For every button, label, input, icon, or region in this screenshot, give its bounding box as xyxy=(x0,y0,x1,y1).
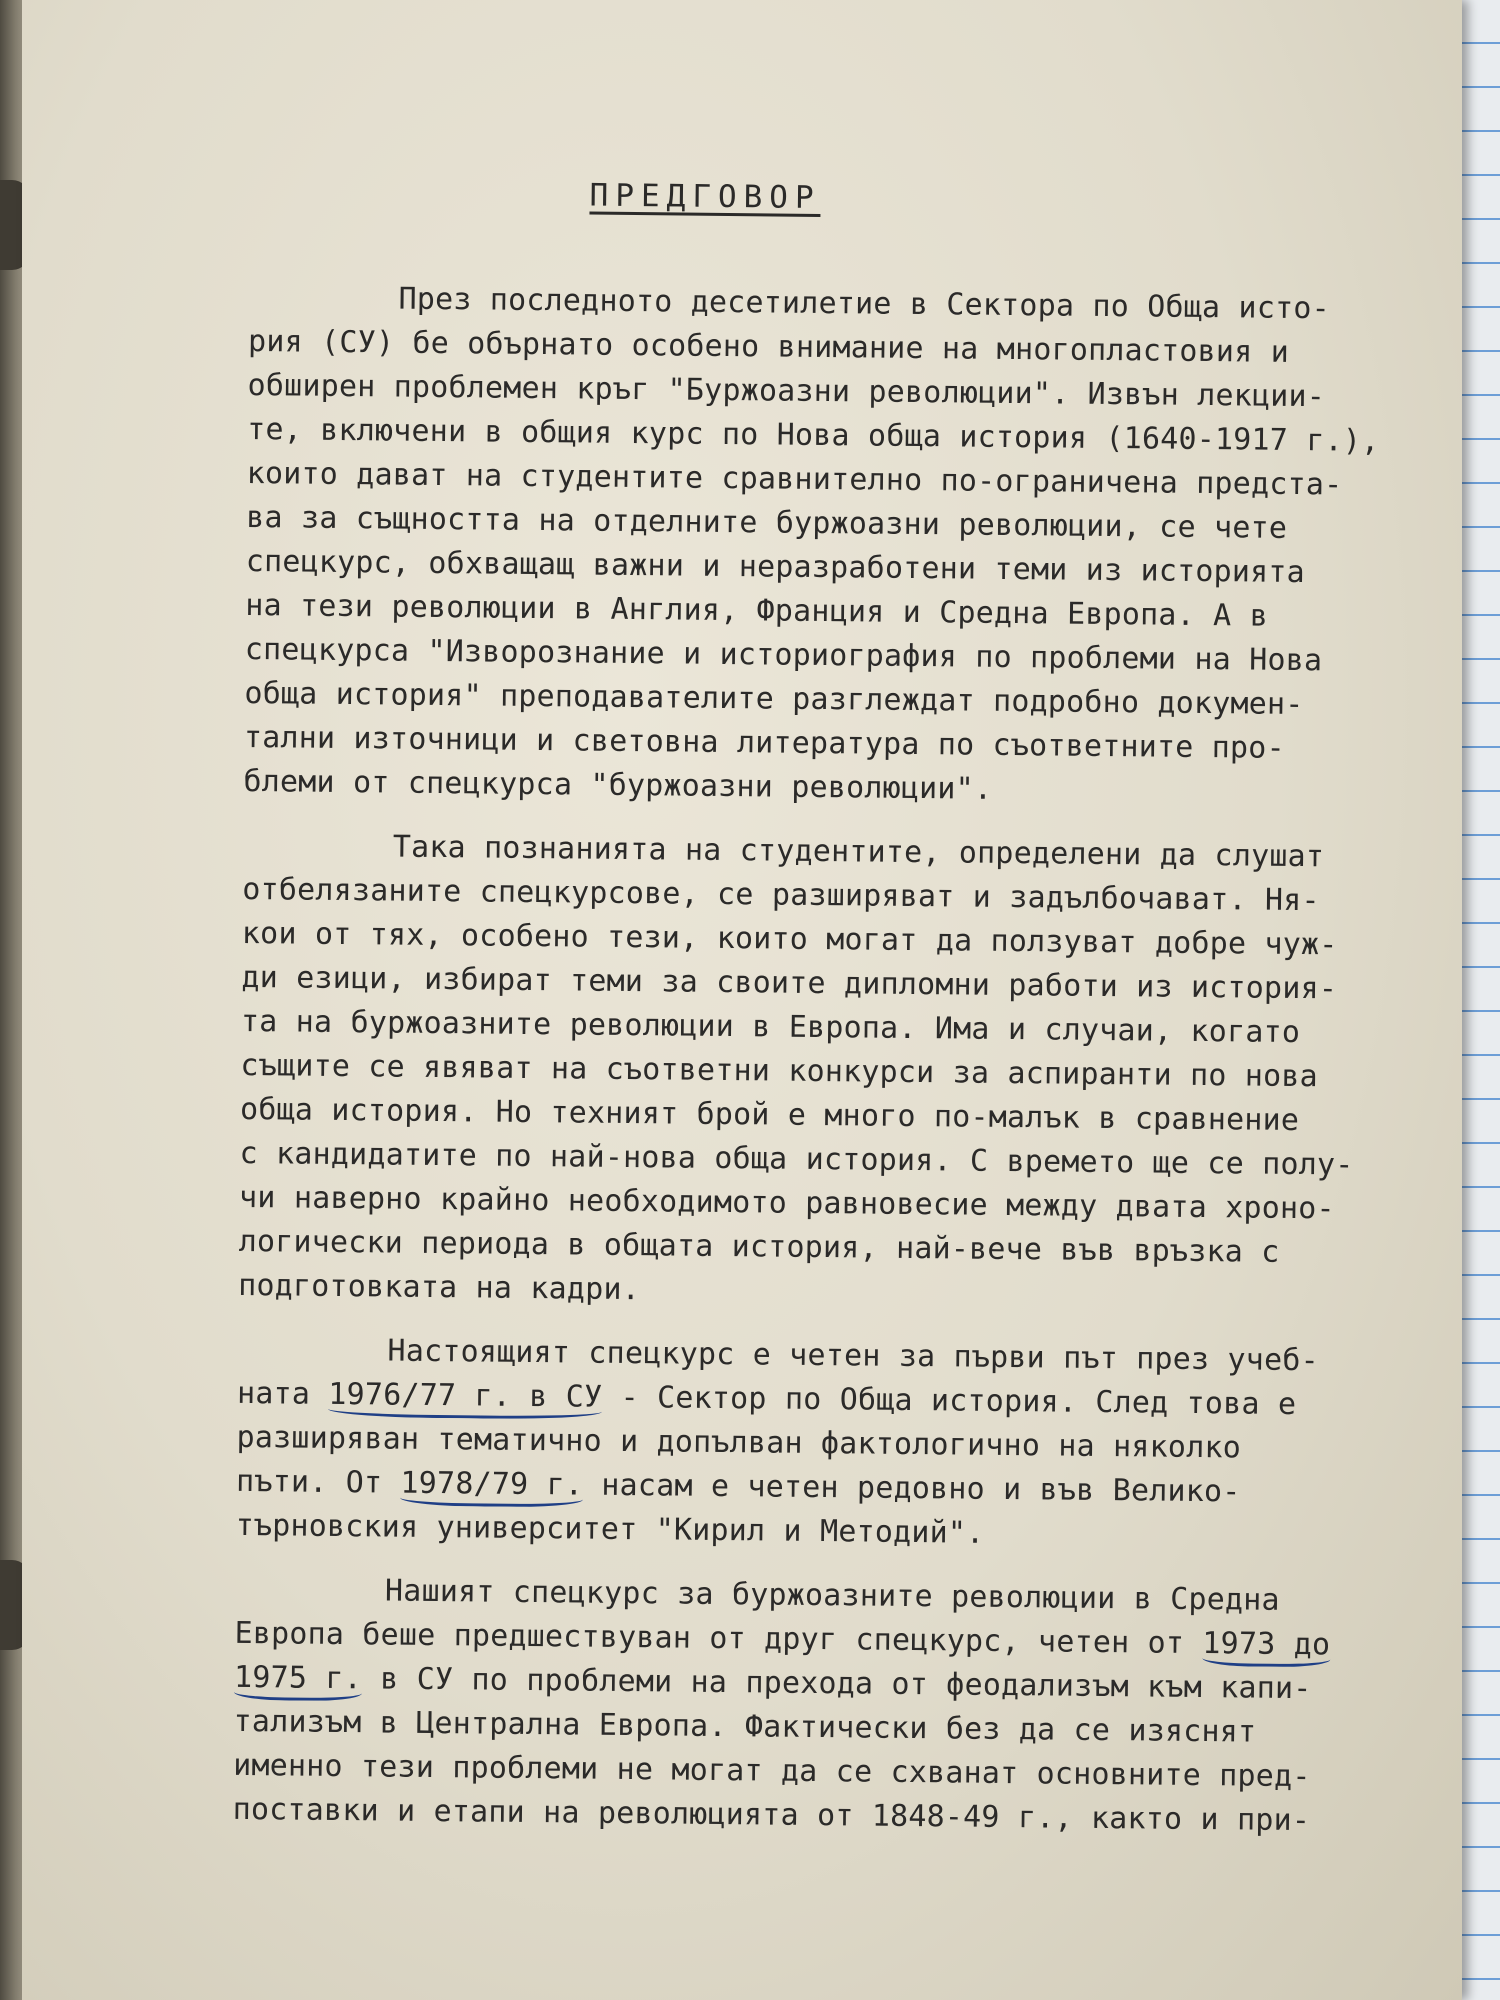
text-line: 1975 г. в СУ по проблеми на прехода от феодализъм към капи- xyxy=(233,1659,1312,1707)
text-line: които дават на студентите сравнително по-ограничена предста- xyxy=(246,455,1343,503)
text-line: тални източници и световна литература по съответните про- xyxy=(243,719,1286,766)
pen-underline: 1976/77 г. в СУ xyxy=(328,1377,602,1420)
text-line: Така познанията на студентите, определени да слушат xyxy=(392,829,1325,875)
pen-underline: 1973 до xyxy=(1202,1626,1330,1667)
text-line: спецкурс, обхващащ важни и неразработени теми из историята xyxy=(245,543,1306,591)
page-title: ПРЕДГОВОР xyxy=(589,177,821,216)
text-line: разширяван тематично и допълван фактологично на няколко xyxy=(236,1419,1242,1466)
text-line: кои от тях, особено тези, които могат да ползуват добре чуж- xyxy=(241,915,1338,963)
pen-underline: 1978/79 г. xyxy=(400,1466,583,1508)
paragraphs xyxy=(232,276,1413,1844)
text-line: та на буржоазните революции в Европа. Има и случаи, когато xyxy=(240,1003,1301,1051)
paragraph xyxy=(235,1328,1402,1560)
text-line: тализъм в Централна Европа. Фактически без да се изяснят xyxy=(233,1703,1257,1750)
text-line: блеми от спецкурса "буржоазни революции". xyxy=(243,763,993,807)
text-line: отбелязаните спецкурсове, се разширяват и задълбочават. Ня- xyxy=(242,871,1320,919)
text-line: спецкурса "Изворознание и историография по проблеми на Нова xyxy=(244,631,1323,679)
text-line: те, включени в общия курс по Нова обща история (1640-1917 г.), xyxy=(246,411,1380,459)
text-line: поставки и етапи на революцията от 1848-49 г., както и при- xyxy=(232,1791,1311,1839)
text-line: същите се явяват на съответни конкурси за аспиранти по нова xyxy=(240,1047,1319,1095)
text-line: Настоящият спецкурс е четен за първи път през учеб- xyxy=(387,1333,1320,1379)
text-line: с кандидатите по най-нова обща история. С времето ще се полу- xyxy=(239,1135,1354,1183)
text-line: Европа беше предшествуван от друг спецкурс, четен от 1973 до xyxy=(234,1612,1399,1668)
text-line: През последното десетилетие в Сектора по Обща исто- xyxy=(398,281,1331,327)
pen-underline: 1975 г. xyxy=(234,1660,362,1701)
paragraph xyxy=(238,824,1408,1320)
text-line: пъти. От 1978/79 г. насам е четен редовно и във Велико- xyxy=(235,1463,1241,1510)
text-line: ва за същността на отделните буржоазни революции, се чете xyxy=(246,499,1288,546)
text-line: чи наверно крайно необходимото равновесие между двата хроно- xyxy=(238,1179,1335,1227)
text-line: обща история. Но техният брой е много по-малък в сравнение xyxy=(239,1091,1300,1139)
text-line: обща история" преподавателите разглеждат подробно докумен- xyxy=(244,675,1304,723)
text-line: Нашият спецкурс за буржоазните революции в Средна xyxy=(384,1573,1280,1618)
text-line: ната 1976/77 г. в СУ - Сектор по Обща история. След това е xyxy=(236,1375,1297,1423)
text-line: на тези революции в Англия, Франция и Средна Европа. А в xyxy=(245,587,1269,634)
paragraph xyxy=(243,276,1413,816)
text-line: именно тези проблеми не могат да се схванат основните пред- xyxy=(233,1747,1311,1795)
typed-page xyxy=(22,0,1462,2000)
document-body xyxy=(232,160,1415,1864)
text-line: рия (СУ) бе обърнато особено внимание на многопластовия и xyxy=(247,323,1290,370)
text-line: търновския университет "Кирил и Методий". xyxy=(235,1507,985,1551)
text-line: логически периода в общата история, най-вече във връзка с xyxy=(238,1223,1280,1270)
text-line: ди езици, избират теми за своите дипломни работи из история- xyxy=(241,959,1338,1007)
text-line: подготовката на кадри. xyxy=(238,1267,641,1308)
text-line: обширен проблемен кръг "Буржоазни революции". Извън лекции- xyxy=(247,367,1326,415)
paragraph xyxy=(232,1568,1400,1844)
